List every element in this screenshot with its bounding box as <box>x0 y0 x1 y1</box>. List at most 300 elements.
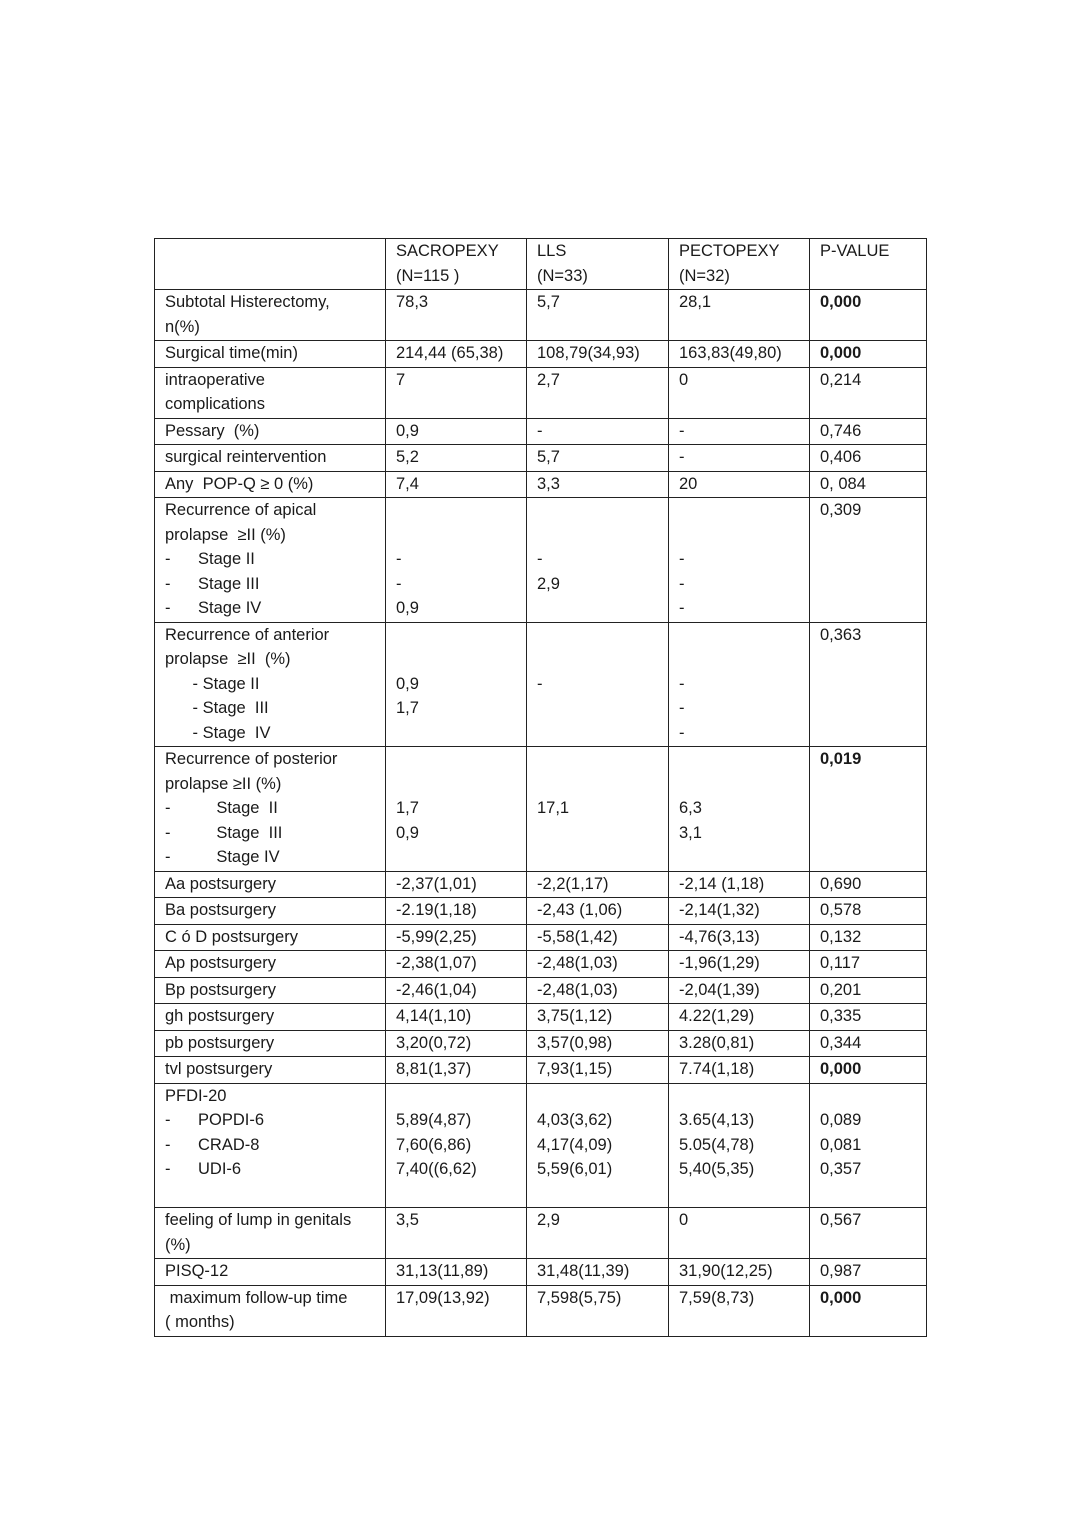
pectopexy-cell <box>669 498 810 623</box>
cell-line <box>396 623 520 648</box>
row-label-cell <box>155 1259 386 1286</box>
sacropexy-cell <box>386 1208 527 1259</box>
cell-line <box>679 772 803 797</box>
cell-line: 31,13(11,89) <box>396 1262 489 1280</box>
cell-line <box>396 747 520 772</box>
cell-line: 0,132 <box>820 927 862 946</box>
cell-line: - <box>679 699 685 717</box>
cell-line <box>820 1233 920 1258</box>
p-value-cell <box>810 498 927 623</box>
cell-line: 0,000 <box>820 1288 862 1307</box>
row-label-cell <box>155 1030 386 1057</box>
cell-line: - Stage II <box>165 674 260 693</box>
p-value-cell <box>810 367 927 418</box>
cell-line: prolapse ≥II (%) <box>165 650 291 668</box>
cell-line: 4,03(3,62) <box>537 1111 613 1129</box>
table-row <box>155 1208 927 1259</box>
cell-line: 0,000 <box>820 1060 862 1078</box>
cell-line: 5,2 <box>396 448 419 466</box>
cell-line: - Stage II <box>165 799 278 817</box>
pectopexy-cell <box>669 290 810 341</box>
table-row <box>155 341 927 368</box>
table-row <box>155 1285 927 1336</box>
lls-cell <box>527 1208 669 1259</box>
cell-line: 0,214 <box>820 370 862 389</box>
pectopexy-cell <box>669 418 810 445</box>
cell-line: - <box>537 674 543 693</box>
cell-line <box>165 1182 379 1207</box>
cell-line: 5,7 <box>537 448 560 466</box>
cell-line: - <box>679 599 685 617</box>
results-table <box>154 238 927 1337</box>
table-row <box>155 924 927 951</box>
cell-line: 7 <box>396 370 406 389</box>
cell-line: prolapse ≥II (%) <box>165 525 286 544</box>
cell-line: Surgical time(min) <box>165 344 298 362</box>
lls-cell <box>527 951 669 978</box>
row-label-cell <box>155 622 386 747</box>
cell-line: - Stage IV <box>165 848 280 866</box>
cell-line: 0,9 <box>396 421 419 440</box>
cell-line: Aa postsurgery <box>165 874 276 893</box>
cell-line: 5,89(4,87) <box>396 1111 472 1129</box>
cell-line <box>396 772 520 797</box>
cell-line: prolapse ≥II (%) <box>165 774 282 793</box>
cell-line <box>820 523 920 548</box>
cell-line: 0,335 <box>820 1007 862 1025</box>
sacropexy-cell <box>386 341 527 368</box>
pectopexy-cell <box>669 445 810 472</box>
cell-line <box>820 721 920 746</box>
cell-line: -2,43 (1,06) <box>537 901 623 919</box>
sacropexy-cell <box>386 898 527 925</box>
lls-cell <box>527 898 669 925</box>
cell-line <box>396 1182 520 1207</box>
p-value-cell <box>810 341 927 368</box>
cell-line: -2,46(1,04) <box>396 980 477 999</box>
p-value-cell <box>810 471 927 498</box>
cell-line: - <box>679 550 685 568</box>
cell-line: - Stage III <box>165 574 260 593</box>
cell-line: Recurrence of apical <box>165 501 317 519</box>
cell-line: - <box>396 574 402 593</box>
cell-line: -2.19(1,18) <box>396 901 477 919</box>
cell-line <box>679 747 803 772</box>
cell-line <box>820 821 920 846</box>
cell-line: (N=33) <box>537 266 588 285</box>
cell-line: SACROPEXY <box>396 242 499 260</box>
p-value-cell <box>810 1259 927 1286</box>
cell-line <box>537 498 662 523</box>
cell-line <box>820 392 920 417</box>
lls-cell <box>527 1004 669 1031</box>
cell-line: 0 <box>679 1211 689 1229</box>
cell-line: -2,48(1,03) <box>537 954 618 972</box>
p-value-cell <box>810 622 927 747</box>
pectopexy-cell <box>669 951 810 978</box>
cell-line <box>537 845 662 870</box>
sacropexy-cell <box>386 622 527 747</box>
cell-line <box>820 796 920 821</box>
cell-line: 3,75(1,12) <box>537 1007 613 1025</box>
cell-line: -4,76(3,13) <box>679 927 760 946</box>
p-value-cell <box>810 924 927 951</box>
cell-line: 0,9 <box>396 599 419 617</box>
cell-line <box>537 647 662 672</box>
cell-line <box>679 623 803 648</box>
cell-line: 0,019 <box>820 750 862 768</box>
table-row <box>155 367 927 418</box>
cell-line <box>396 845 520 870</box>
cell-line <box>396 315 520 340</box>
row-label-cell <box>155 290 386 341</box>
cell-line: 2,7 <box>537 370 560 389</box>
row-label-cell <box>155 471 386 498</box>
cell-line: 2,9 <box>537 574 560 593</box>
cell-line <box>537 1233 662 1258</box>
pectopexy-cell <box>669 871 810 898</box>
cell-line: - <box>537 550 543 568</box>
cell-line: 0,987 <box>820 1262 862 1280</box>
cell-line: 0,363 <box>820 625 862 644</box>
cell-line: LLS <box>537 242 567 260</box>
table-row <box>155 1083 927 1208</box>
cell-line: 3,57(0,98) <box>537 1033 613 1052</box>
cell-line: Any POP-Q ≥ 0 (%) <box>165 474 314 493</box>
cell-line <box>820 845 920 870</box>
cell-line: Pessary (%) <box>165 421 260 440</box>
sacropexy-cell <box>386 290 527 341</box>
row-label-cell <box>155 924 386 951</box>
cell-line: complications <box>165 395 265 413</box>
cell-line: 0,746 <box>820 421 862 440</box>
sacropexy-cell <box>386 1259 527 1286</box>
cell-line: 214,44 (65,38) <box>396 344 504 362</box>
cell-line: -2,04(1,39) <box>679 980 760 999</box>
cell-line <box>537 721 662 746</box>
cell-line: - <box>679 723 685 742</box>
cell-line <box>537 392 662 417</box>
cell-line: -1,96(1,29) <box>679 954 760 972</box>
cell-line <box>820 772 920 797</box>
sacropexy-cell <box>386 747 527 872</box>
cell-line: Recurrence of posterior <box>165 750 338 768</box>
cell-line: 0,081 <box>820 1135 862 1154</box>
row-label-cell <box>155 1285 386 1336</box>
cell-line: 0, 084 <box>820 474 866 493</box>
table-row <box>155 871 927 898</box>
cell-line: -5,99(2,25) <box>396 927 477 946</box>
cell-line <box>396 1310 520 1335</box>
cell-line <box>679 315 803 340</box>
cell-line <box>679 523 803 548</box>
table-row <box>155 1030 927 1057</box>
cell-line: -2,38(1,07) <box>396 954 477 972</box>
cell-line: 0,117 <box>820 954 861 972</box>
cell-line: 4,17(4,09) <box>537 1135 613 1154</box>
p-value-cell <box>810 977 927 1004</box>
cell-line <box>537 772 662 797</box>
cell-line: Recurrence of anterior <box>165 625 330 644</box>
sacropexy-cell <box>386 924 527 951</box>
lls-cell <box>527 747 669 872</box>
cell-line <box>396 1233 520 1258</box>
cell-line <box>679 1233 803 1258</box>
lls-cell <box>527 871 669 898</box>
cell-line <box>820 596 920 621</box>
header-row <box>155 239 927 290</box>
row-label-cell <box>155 1083 386 1208</box>
cell-line: 78,3 <box>396 293 429 311</box>
cell-line: Bp postsurgery <box>165 980 276 999</box>
cell-line: -2,14 (1,18) <box>679 874 765 893</box>
cell-line: 17,1 <box>537 799 570 817</box>
cell-line: 0 <box>679 370 689 389</box>
cell-line <box>820 696 920 721</box>
sacropexy-cell <box>386 1285 527 1336</box>
row-label-cell <box>155 1004 386 1031</box>
sacropexy-cell <box>386 445 527 472</box>
cell-line: - Stage IV <box>165 723 271 742</box>
sacropexy-cell <box>386 367 527 418</box>
cell-line: 1,7 <box>396 699 419 717</box>
table-row <box>155 622 927 747</box>
cell-line <box>537 1182 662 1207</box>
cell-line: - <box>679 448 685 466</box>
lls-cell <box>527 418 669 445</box>
cell-line: 163,83(49,80) <box>679 344 782 362</box>
cell-line: 8,81(1,37) <box>396 1060 472 1078</box>
sacropexy-cell <box>386 951 527 978</box>
cell-line: 0,9 <box>396 674 419 693</box>
cell-line <box>396 721 520 746</box>
cell-line <box>537 315 662 340</box>
cell-line: 1,7 <box>396 799 419 817</box>
cell-line <box>679 1084 803 1109</box>
lls-cell <box>527 1259 669 1286</box>
cell-line: 31,90(12,25) <box>679 1262 773 1280</box>
cell-line <box>679 1182 803 1207</box>
cell-line: 28,1 <box>679 293 712 311</box>
p-value-cell <box>810 1030 927 1057</box>
cell-line: 0,357 <box>820 1160 862 1178</box>
cell-line: 4.22(1,29) <box>679 1007 755 1025</box>
cell-line: - <box>679 421 685 440</box>
table-row <box>155 1004 927 1031</box>
sacropexy-cell <box>386 1004 527 1031</box>
sacropexy-cell <box>386 1030 527 1057</box>
pectopexy-cell <box>669 1083 810 1208</box>
lls-cell <box>527 471 669 498</box>
cell-line: -2,14(1,32) <box>679 901 760 919</box>
pectopexy-cell <box>669 471 810 498</box>
pectopexy-cell <box>669 367 810 418</box>
sacropexy-cell <box>386 1083 527 1208</box>
cell-line: 7,598(5,75) <box>537 1288 622 1307</box>
p-value-cell <box>810 445 927 472</box>
row-label-cell <box>155 871 386 898</box>
pectopexy-cell <box>669 747 810 872</box>
pectopexy-cell <box>669 1030 810 1057</box>
p-value-cell <box>810 747 927 872</box>
cell-line: feeling of lump in genitals <box>165 1211 352 1229</box>
header-cell-p-value <box>810 239 927 290</box>
cell-line <box>396 498 520 523</box>
cell-line: 0,690 <box>820 874 862 893</box>
pectopexy-cell <box>669 924 810 951</box>
pectopexy-cell <box>669 1004 810 1031</box>
lls-cell <box>527 1285 669 1336</box>
cell-line: - Stage II <box>165 550 255 568</box>
cell-line: - UDI-6 <box>165 1160 242 1178</box>
cell-line: 0,309 <box>820 501 862 519</box>
cell-line <box>820 1084 920 1109</box>
cell-line <box>820 672 920 697</box>
lls-cell <box>527 924 669 951</box>
cell-line <box>820 1310 920 1335</box>
cell-line: pb postsurgery <box>165 1033 275 1052</box>
table-row <box>155 1259 927 1286</box>
row-label-cell <box>155 977 386 1004</box>
row-label-cell <box>155 951 386 978</box>
cell-line <box>537 747 662 772</box>
cell-line: 6,3 <box>679 799 702 817</box>
cell-line <box>396 647 520 672</box>
cell-line: 5,7 <box>537 293 560 311</box>
row-label-cell <box>155 367 386 418</box>
cell-line: - <box>679 574 685 593</box>
cell-line: 7,4 <box>396 474 419 493</box>
row-label-cell <box>155 498 386 623</box>
cell-line: 7,59(8,73) <box>679 1288 755 1307</box>
p-value-cell <box>810 1004 927 1031</box>
cell-line <box>396 392 520 417</box>
p-value-cell <box>810 1208 927 1259</box>
cell-line: - <box>537 421 543 440</box>
row-label-cell <box>155 418 386 445</box>
cell-line: 3.28(0,81) <box>679 1033 755 1052</box>
p-value-cell <box>810 418 927 445</box>
p-value-cell <box>810 898 927 925</box>
cell-line: 2,9 <box>537 1211 560 1229</box>
cell-line: 0,344 <box>820 1033 862 1052</box>
cell-line: PFDI-20 <box>165 1086 227 1105</box>
table-row <box>155 471 927 498</box>
table-row <box>155 977 927 1004</box>
cell-line: 108,79(34,93) <box>537 344 640 362</box>
cell-line: 31,48(11,39) <box>537 1262 630 1280</box>
p-value-cell <box>810 871 927 898</box>
pectopexy-cell <box>669 1057 810 1084</box>
pectopexy-cell <box>669 1208 810 1259</box>
cell-line: 0,578 <box>820 901 862 919</box>
cell-line: 3,20(0,72) <box>396 1033 472 1052</box>
p-value-cell <box>810 1285 927 1336</box>
cell-line: C ó D postsurgery <box>165 927 298 946</box>
cell-line: 7.74(1,18) <box>679 1060 755 1078</box>
row-label-cell <box>155 341 386 368</box>
pectopexy-cell <box>669 898 810 925</box>
p-value-cell <box>810 1057 927 1084</box>
lls-cell <box>527 1083 669 1208</box>
table-row <box>155 951 927 978</box>
cell-line: 5,40(5,35) <box>679 1160 755 1178</box>
cell-line: -2,37(1,01) <box>396 874 477 893</box>
cell-line: 3.65(4,13) <box>679 1111 755 1129</box>
row-label-cell <box>155 898 386 925</box>
sacropexy-cell <box>386 498 527 623</box>
pectopexy-cell <box>669 341 810 368</box>
cell-line <box>679 498 803 523</box>
cell-line: (N=32) <box>679 266 730 285</box>
pectopexy-cell <box>669 977 810 1004</box>
cell-line: 0,406 <box>820 448 862 466</box>
cell-line: surgical reintervention <box>165 448 327 466</box>
cell-line: gh postsurgery <box>165 1007 275 1025</box>
cell-line: 7,60(6,86) <box>396 1135 472 1154</box>
row-label-cell <box>155 445 386 472</box>
cell-line: n(%) <box>165 317 200 336</box>
cell-line <box>820 572 920 597</box>
cell-line: Subtotal Histerectomy, <box>165 293 330 311</box>
cell-line <box>820 547 920 572</box>
cell-line <box>537 623 662 648</box>
cell-line: intraoperative <box>165 370 265 389</box>
row-label-cell <box>155 747 386 872</box>
lls-cell <box>527 367 669 418</box>
cell-line: PECTOPEXY <box>679 242 780 260</box>
header-cell-label <box>155 239 386 290</box>
cell-line: 3,3 <box>537 474 560 493</box>
sacropexy-cell <box>386 977 527 1004</box>
lls-cell <box>527 1057 669 1084</box>
cell-line: 3,1 <box>679 823 702 842</box>
lls-cell <box>527 977 669 1004</box>
cell-line: PISQ-12 <box>165 1262 229 1280</box>
cell-line: 7,40((6,62) <box>396 1160 477 1178</box>
cell-line: 7,93(1,15) <box>537 1060 613 1078</box>
cell-line: -2,2(1,17) <box>537 874 609 893</box>
cell-line <box>679 647 803 672</box>
lls-cell <box>527 445 669 472</box>
cell-line: - <box>396 550 402 568</box>
cell-line: ( months) <box>165 1313 235 1331</box>
cell-line: Ap postsurgery <box>165 954 276 972</box>
lls-cell <box>527 498 669 623</box>
lls-cell <box>527 1030 669 1057</box>
sacropexy-cell <box>386 871 527 898</box>
table-row <box>155 898 927 925</box>
cell-line: 3,5 <box>396 1211 419 1229</box>
cell-line: - Stage IV <box>165 599 262 617</box>
sacropexy-cell <box>386 471 527 498</box>
cell-line: 0,567 <box>820 1211 862 1229</box>
cell-line <box>537 596 662 621</box>
sacropexy-cell <box>386 418 527 445</box>
table-row <box>155 445 927 472</box>
pectopexy-cell <box>669 622 810 747</box>
table-header <box>155 239 927 290</box>
cell-line <box>537 696 662 721</box>
lls-cell <box>527 622 669 747</box>
table-row <box>155 747 927 872</box>
cell-line: P-VALUE <box>820 242 890 260</box>
cell-line: 17,09(13,92) <box>396 1288 490 1307</box>
cell-line <box>679 845 803 870</box>
cell-line: - Stage III <box>165 699 269 717</box>
cell-line <box>820 315 920 340</box>
row-label-cell <box>155 1057 386 1084</box>
